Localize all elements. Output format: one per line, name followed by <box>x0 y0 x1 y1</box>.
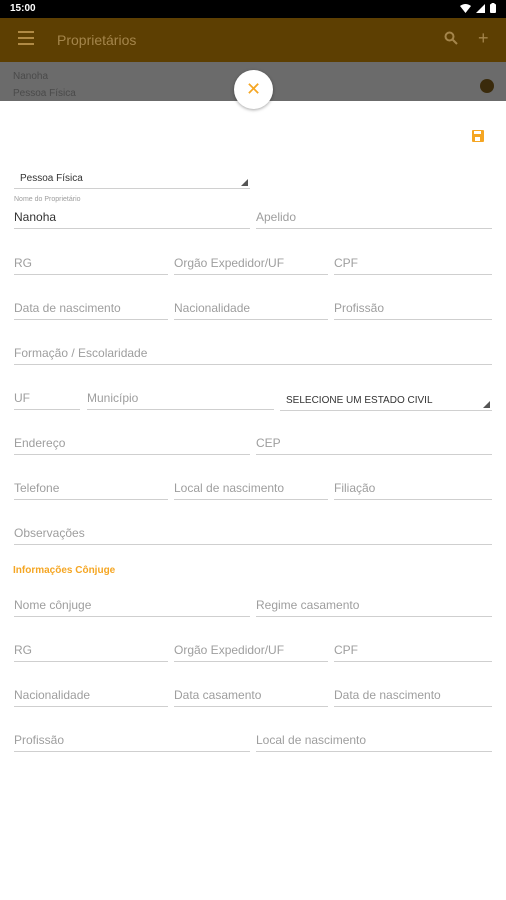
apelido-field[interactable]: Apelido <box>256 207 492 229</box>
app-bar-title: Proprietários <box>57 32 137 48</box>
app-bar <box>0 18 506 62</box>
municipio-field[interactable]: Município <box>87 388 274 410</box>
battery-icon <box>490 3 496 13</box>
person-type-select[interactable] <box>14 167 250 189</box>
owner-name-field[interactable]: Nanoha <box>14 207 250 229</box>
spouse-section-title: Informações Cônjuge <box>13 565 116 576</box>
spouse-birth-place-field[interactable]: Local de nascimento <box>256 730 492 752</box>
marriage-regime-field[interactable]: Regime casamento <box>256 595 492 617</box>
uf-field[interactable]: UF <box>14 388 80 410</box>
civil-status-select[interactable] <box>280 389 492 411</box>
spouse-name-field[interactable]: Nome cônjuge <box>14 595 250 617</box>
rg-field[interactable]: RG <box>14 253 168 275</box>
status-bar <box>0 0 506 18</box>
status-time: 15:00 <box>10 3 36 14</box>
cep-field[interactable]: CEP <box>256 433 492 455</box>
list-item-name: Nanoha <box>13 71 49 82</box>
person-type-value: Pessoa Física <box>20 173 83 184</box>
list-item-type: Pessoa Física <box>13 88 76 99</box>
birth-place-field[interactable]: Local de nascimento <box>174 478 328 500</box>
spouse-birth-date-field[interactable]: Data de nascimento <box>334 685 492 707</box>
close-icon: ✕ <box>245 79 262 99</box>
profession-field[interactable]: Profissão <box>334 298 492 320</box>
list-item-action-icon <box>480 79 494 93</box>
status-icons <box>460 3 496 13</box>
cpf-field[interactable]: CPF <box>334 253 492 275</box>
observations-field[interactable]: Observações <box>14 523 492 545</box>
filiation-field[interactable]: Filiação <box>334 478 492 500</box>
spouse-rg-field[interactable]: RG <box>14 640 168 662</box>
birth-date-field[interactable]: Data de nascimento <box>14 298 168 320</box>
close-button[interactable] <box>234 70 273 109</box>
owner-name-label: Nome do Proprietário <box>14 196 81 203</box>
menu-icon[interactable] <box>18 31 34 49</box>
civil-status-value: SELECIONE UM ESTADO CIVIL <box>286 395 433 406</box>
spouse-orgao-field[interactable]: Orgão Expedidor/UF <box>174 640 328 662</box>
spouse-profession-field[interactable]: Profissão <box>14 730 250 752</box>
address-field[interactable]: Endereço <box>14 433 250 455</box>
nationality-field[interactable]: Nacionalidade <box>174 298 328 320</box>
search-icon[interactable] <box>444 31 458 45</box>
add-icon[interactable]: + <box>478 28 489 48</box>
wifi-icon <box>460 4 471 13</box>
spouse-nationality-field[interactable]: Nacionalidade <box>14 685 168 707</box>
phone-field[interactable]: Telefone <box>14 478 168 500</box>
dropdown-arrow-icon <box>483 401 490 408</box>
save-icon[interactable] <box>472 130 484 142</box>
marriage-date-field[interactable]: Data casamento <box>174 685 328 707</box>
dropdown-arrow-icon <box>241 179 248 186</box>
orgao-expedidor-field[interactable]: Orgão Expedidor/UF <box>174 253 328 275</box>
cell-signal-icon <box>476 4 485 13</box>
spouse-cpf-field[interactable]: CPF <box>334 640 492 662</box>
education-field[interactable]: Formação / Escolaridade <box>14 343 492 365</box>
